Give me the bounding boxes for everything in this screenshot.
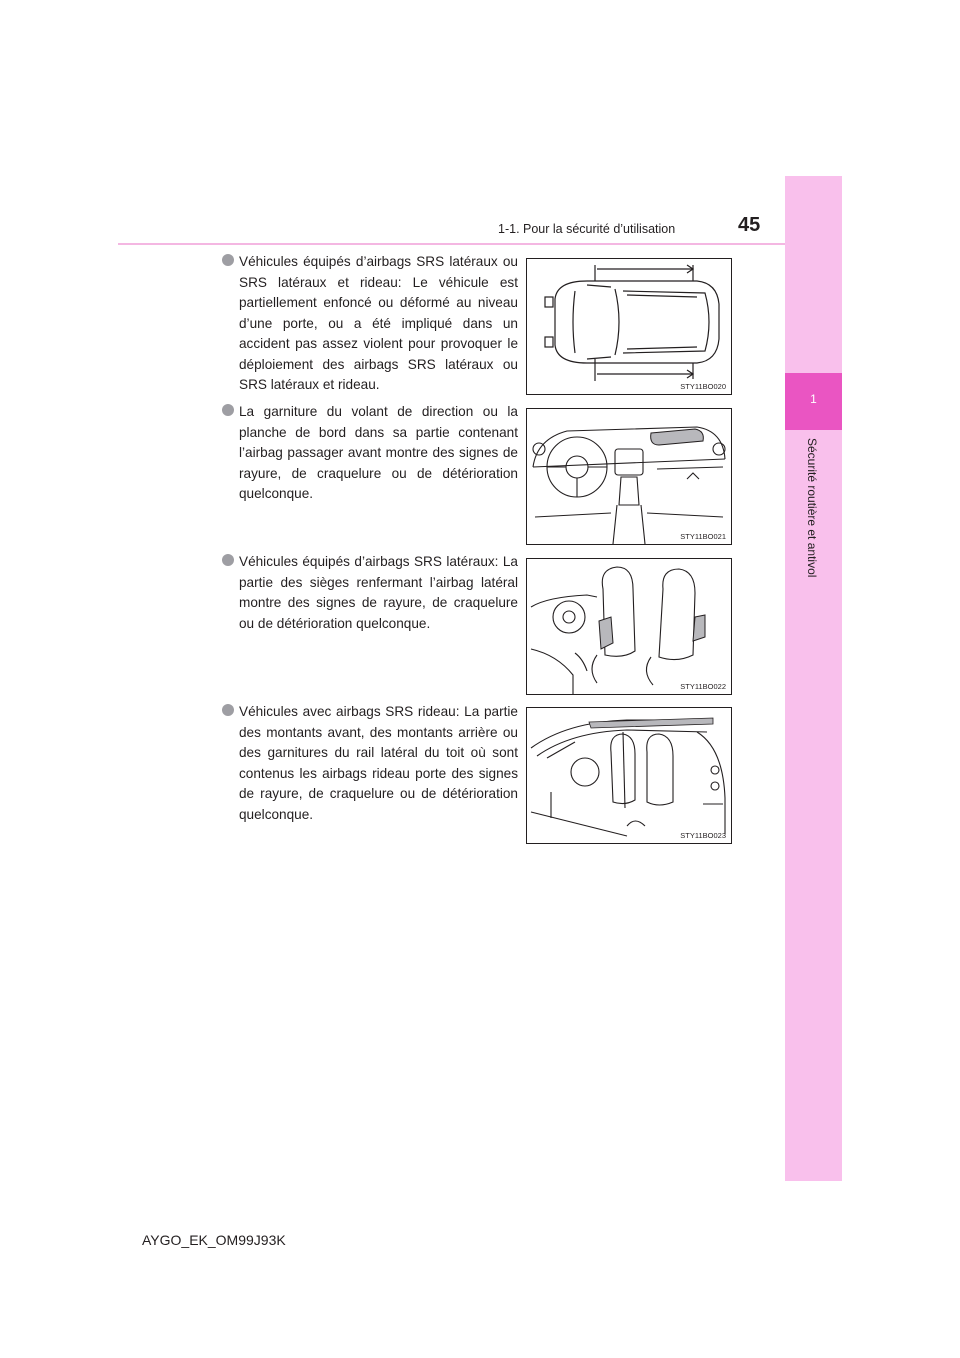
bullet-icon [222,554,234,566]
section-title: 1-1. Pour la sécurité d’utilisation [498,222,676,236]
list-item [222,552,518,634]
figure-code: STY11BO020 [680,382,726,391]
page-number: 45 [738,214,761,236]
list-item [222,402,518,505]
list-item-text: Véhicules équipés d’airbags SRS latéraux ou SRS latéraux et rideau: Le véhicule est partiellement enfoncé ou déformé au niveau d’une porte, ou a été impliqué dans un accident pas assez violent pour provoquer le déploiement des airbags SRS latéraux ou SRS latéraux et rideau. [239,254,518,392]
list-item [222,252,518,396]
dashboard-illustration [527,409,731,544]
figure-code: STY11BO023 [680,831,726,840]
list-item [222,702,518,825]
curtain-airbag-illustration [527,708,731,843]
seats-illustration [527,559,731,694]
car-top-view-illustration [527,259,731,394]
chapter-number: 1 [810,392,817,406]
figure-curtain-airbag [526,707,732,844]
figure-code: STY11BO022 [680,682,726,691]
bullet-icon [222,254,234,266]
chapter-side-tab [785,176,842,1181]
list-item-text: Véhicules équipés d’airbags SRS latéraux: La partie des sièges renfermant l’airbag latéral montre des signes de rayure, de craquelure ou de détérioration quelconque. [239,554,518,631]
document-code: AYGO_EK_OM99J93K [142,1232,286,1248]
bullet-icon [222,704,234,716]
figure-seats [526,558,732,695]
header-divider [118,243,842,245]
list-item-text: Véhicules avec airbags SRS rideau: La partie des montants avant, des montants arrière ou des garnitures du rail latéral du toit où sont contenus les airbags rideau porte des signes de rayure, de craquelure ou de détérioration quelconque. [239,704,518,822]
list-item-text: La garniture du volant de direction ou la planche de bord dans sa partie contenant l’airbag passager avant montre des signes de rayure, de craquelure ou de détérioration quelconque. [239,404,518,501]
figure-car-top-view [526,258,732,395]
figure-dashboard [526,408,732,545]
figure-code: STY11BO021 [680,532,726,541]
bullet-icon [222,404,234,416]
chapter-title: Sécurité routière et antivol [805,438,819,578]
